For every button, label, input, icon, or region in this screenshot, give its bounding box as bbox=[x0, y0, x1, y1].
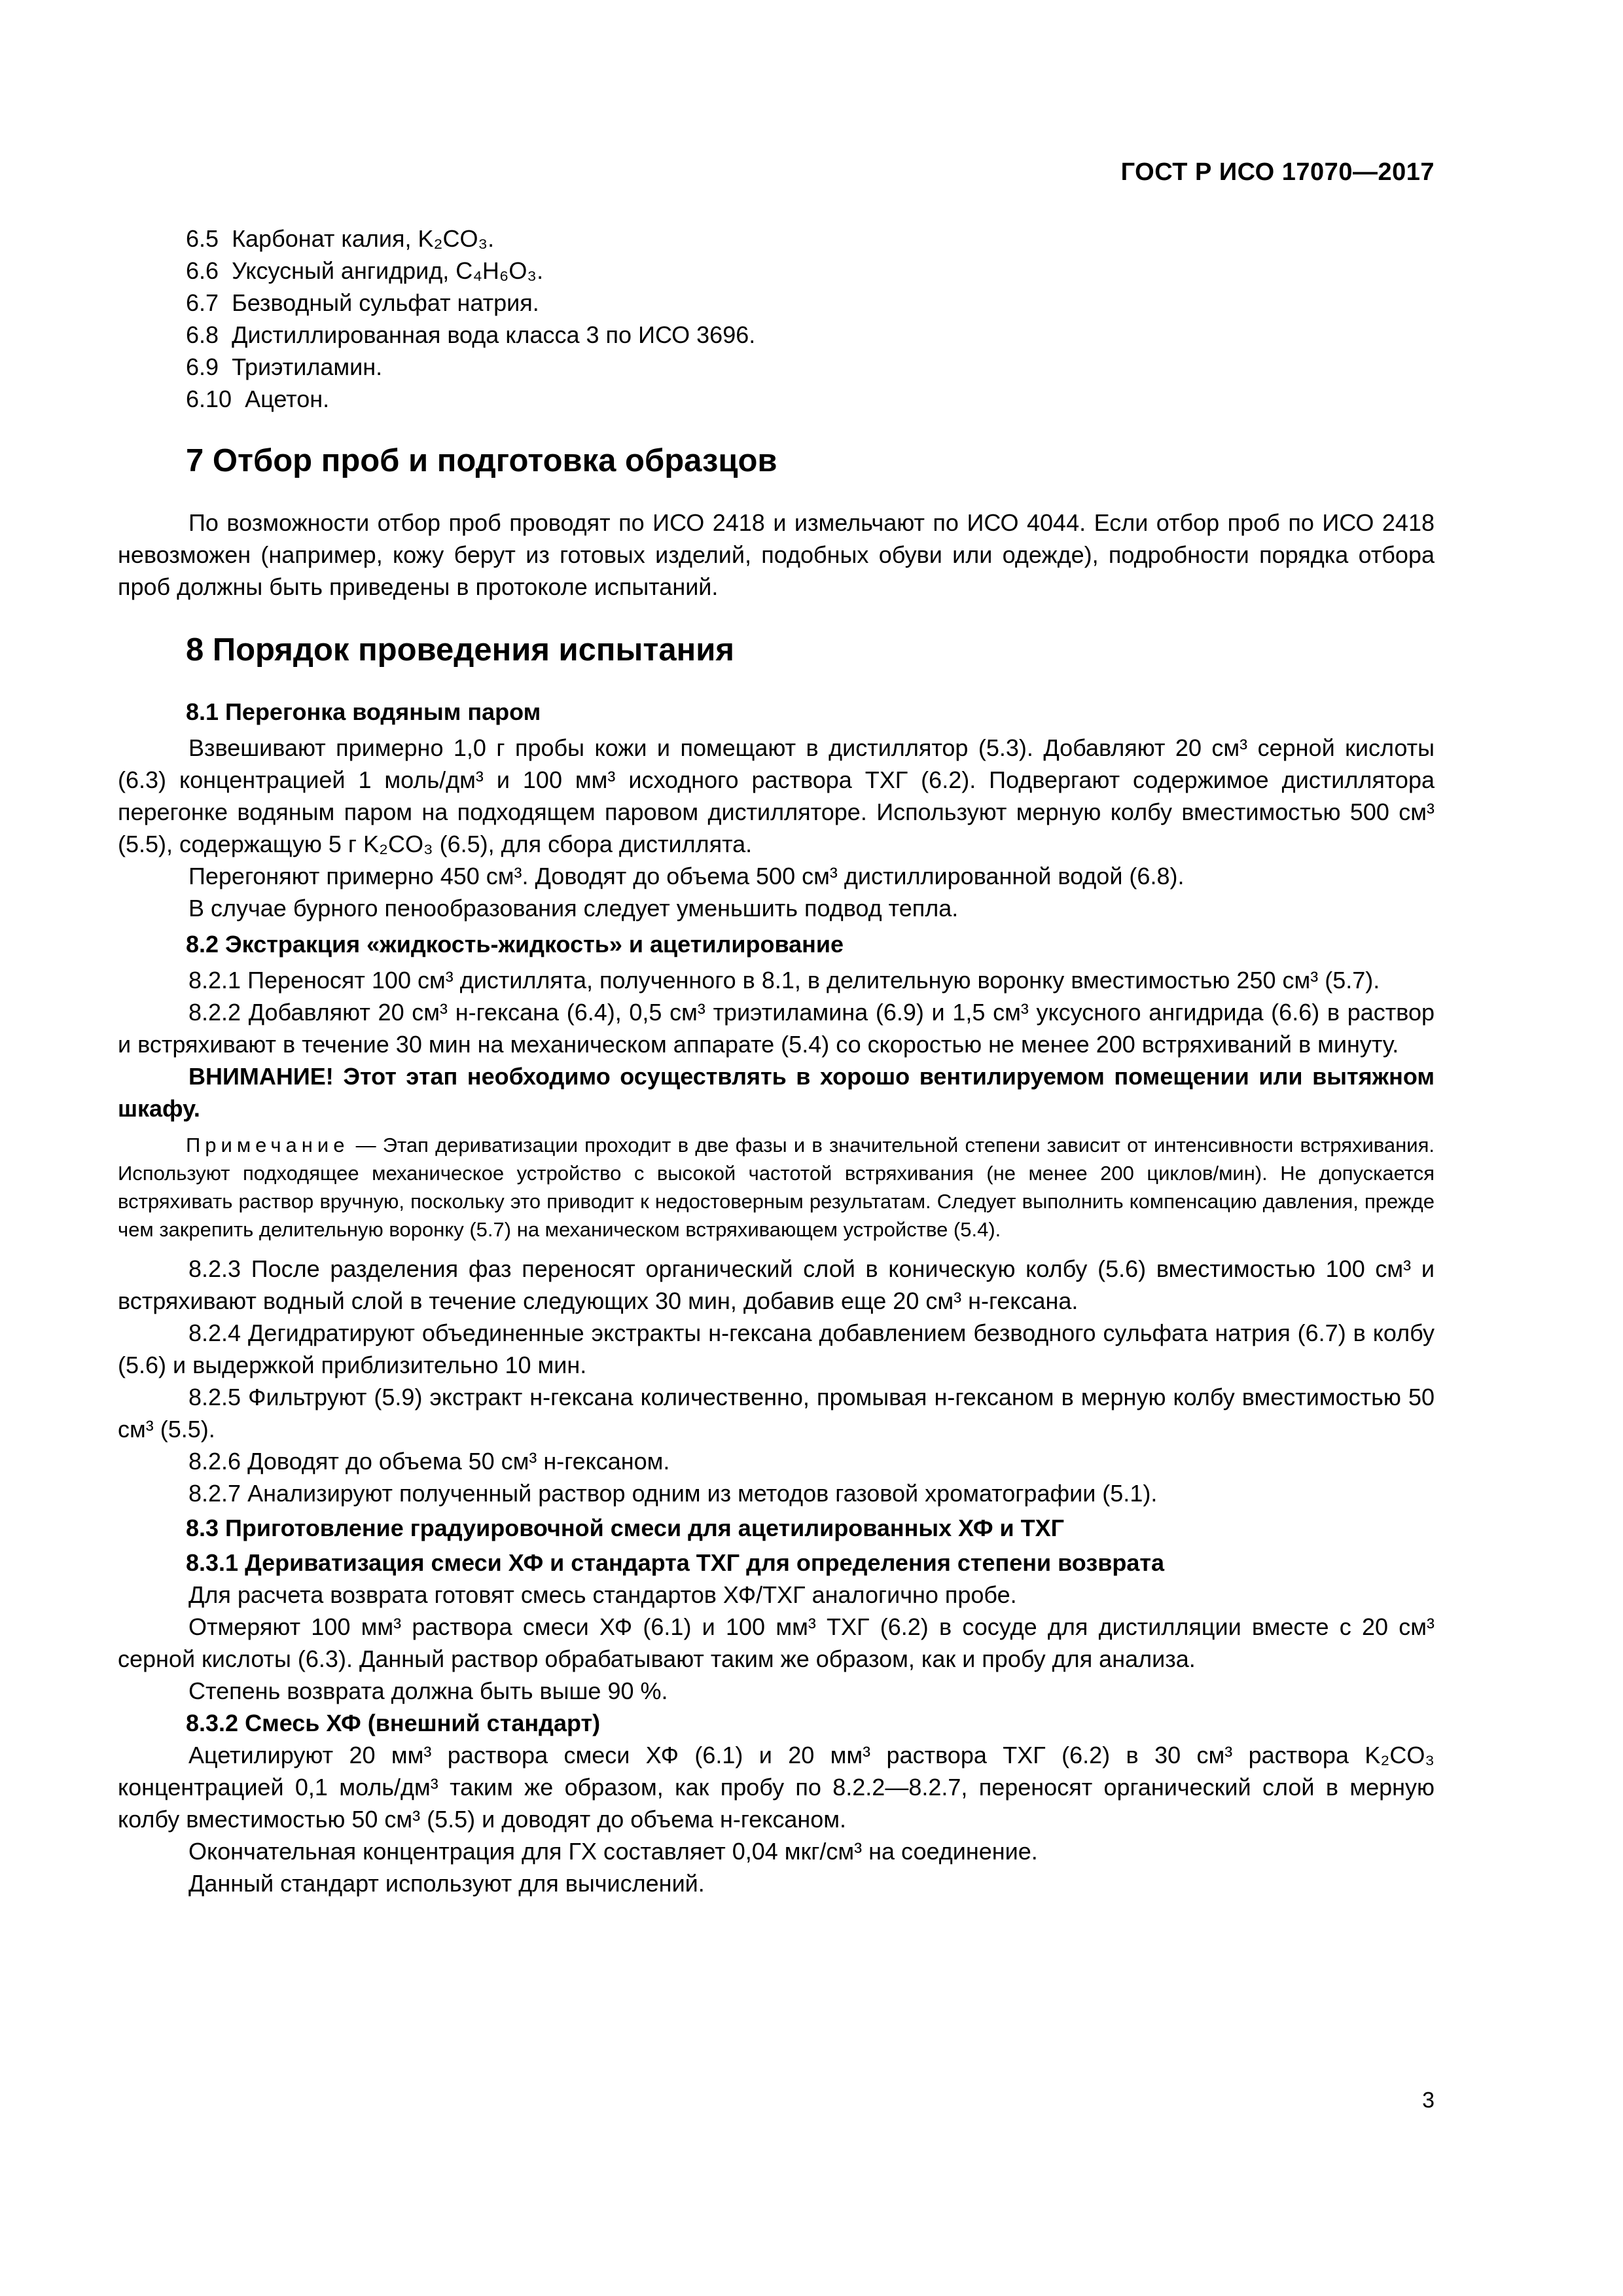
note-text: — Этап дериватизации проходит в две фазы и в значительной степени зависит от интенсивности встряхивания. Используют подходящее механическое устройство с высокой частотой встряхивания (не менее 200 циклов/мин). Не допускается встряхивать раствор вручную, поскольку это приводит к недостоверным результатам. Следует выполнить компенсацию давления, прежде чем закрепить делительную воронку (5.7) на механическом встряхивающем устройстве (5.4). bbox=[118, 1134, 1435, 1241]
reagent-6-9: 6.9 Триэтиламин. bbox=[186, 353, 383, 380]
page-number: 3 bbox=[1422, 2088, 1435, 2113]
clause-8-2-1: 8.2.1 Переносят 100 см³ дистиллята, полученного в 8.1, в делительную воронку вместимостью 250 см³ (5.7). bbox=[188, 967, 1380, 994]
section-8-3-1-paragraph-1: Для расчета возврата готовят смесь стандартов ХФ/ТХГ аналогично пробе. bbox=[188, 1581, 1017, 1608]
section-8-1-paragraph-3: В случае бурного пенообразования следует уменьшить подвод тепла. bbox=[188, 895, 959, 922]
section-8-3-1-title: 8.3.1 Дериватизация смеси ХФ и стандарта ТХГ для определения степени возврата bbox=[186, 1549, 1165, 1576]
reagent-6-7: 6.7 Безводный сульфат натрия. bbox=[186, 289, 539, 316]
section-8-3-2-paragraph-2: Окончательная концентрация для ГХ составляет 0,04 мкг/см³ на соединение. bbox=[188, 1838, 1038, 1865]
clause-8-2-2: 8.2.2 Добавляют 20 см³ н-гексана (6.4), 0,5 см³ триэтиламина (6.9) и 1,5 см³ уксусного ангидрида (6.6) в раствор и встряхивают в течение 30 мин на механическом аппарате (5.4) со скоростью не менее 200 встряхиваний в минуту. bbox=[118, 999, 1435, 1058]
reagent-6-5: 6.5 Карбонат калия, K₂CO₃. bbox=[186, 225, 495, 252]
clause-8-2-4: 8.2.4 Дегидратируют объединенные экстракты н-гексана добавлением безводного сульфата натрия (6.7) в колбу (5.6) и выдержкой приблизительно 10 мин. bbox=[118, 1319, 1435, 1378]
clause-8-2-7: 8.2.7 Анализируют полученный раствор одним из методов газовой хроматографии (5.1). bbox=[188, 1480, 1158, 1507]
section-8-title: 8 Порядок проведения испытания bbox=[186, 632, 734, 668]
section-8-3-2-paragraph-1: Ацетилируют 20 мм³ раствора смеси ХФ (6.1) и 20 мм³ раствора ТХГ (6.2) в 30 см³ раствора K₂CO₃ концентрацией 0,1 моль/дм³ таким же образом, как пробу по 8.2.2—8.2.7, переносят органический слой в мерную колбу вместимостью 50 см³ (5.5) и доводят до объема н-гексаном. bbox=[118, 1742, 1435, 1833]
section-7-title: 7 Отбор проб и подготовка образцов bbox=[186, 443, 777, 478]
section-8-1-title: 8.1 Перегонка водяным паром bbox=[186, 698, 541, 725]
note-block bbox=[118, 1131, 1435, 1244]
section-8-3-title: 8.3 Приготовление градуировочной смеси для ацетилированных ХФ и ТХГ bbox=[186, 1515, 1065, 1541]
clause-8-2-3: 8.2.3 После разделения фаз переносят органический слой в коническую колбу (5.6) вместимостью 100 см³ и встряхивают водный слой в течение следующих 30 мин, добавив еще 20 см³ н-гексана. bbox=[118, 1255, 1435, 1314]
reagent-6-10: 6.10 Ацетон. bbox=[186, 386, 330, 412]
section-7-paragraph: По возможности отбор проб проводят по ИСО 2418 и измельчают по ИСО 4044. Если отбор проб по ИСО 2418 невозможен (например, кожу берут из готовых изделий, подобных обуви или одежде), подробности порядка отбора проб должны быть приведены в протоколе испытаний. bbox=[118, 509, 1435, 600]
page-content bbox=[118, 223, 1435, 1899]
section-8-1-paragraph-2: Перегоняют примерно 450 см³. Доводят до объема 500 см³ дистиллированной водой (6.8). bbox=[188, 863, 1185, 889]
note-label: Примечание bbox=[186, 1134, 349, 1157]
reagent-6-8: 6.8 Дистиллированная вода класса 3 по ИСО 3696. bbox=[186, 321, 756, 348]
section-8-2-title: 8.2 Экстракция «жидкость-жидкость» и ацетилирование bbox=[186, 931, 844, 958]
warning-text: ВНИМАНИЕ! Этот этап необходимо осуществлять в хорошо вентилируемом помещении или вытяжном шкафу. bbox=[118, 1063, 1435, 1122]
clause-8-2-6: 8.2.6 Доводят до объема 50 см³ н-гексаном. bbox=[188, 1448, 670, 1475]
section-8-3-1-paragraph-3: Степень возврата должна быть выше 90 %. bbox=[188, 1677, 668, 1704]
section-8-1-paragraph-1: Взвешивают примерно 1,0 г пробы кожи и помещают в дистиллятор (5.3). Добавляют 20 см³ серной кислоты (6.3) концентрацией 1 моль/дм³ и 100 мм³ исходного раствора ТХГ (6.2). Подвергают содержимое дистиллятора перегонке водяным паром на подходящем паровом дистилляторе. Используют мерную колбу вместимостью 500 см³ (5.5), содержащую 5 г K₂CO₃ (6.5), для сбора дистиллята. bbox=[118, 734, 1435, 857]
reagent-6-6: 6.6 Уксусный ангидрид, C₄H₆O₃. bbox=[186, 257, 544, 284]
section-8-3-2-paragraph-3: Данный стандарт используют для вычислений. bbox=[188, 1870, 705, 1897]
section-8-3-1-paragraph-2: Отмеряют 100 мм³ раствора смеси ХФ (6.1) и 100 мм³ ТХГ (6.2) в сосуде для дистилляции вместе с 20 см³ серной кислоты (6.3). Данный раствор обрабатывают таким же образом, как и пробу для анализа. bbox=[118, 1613, 1435, 1672]
reagent-list bbox=[118, 223, 1435, 415]
clause-8-2-5: 8.2.5 Фильтруют (5.9) экстракт н-гексана количественно, промывая н-гексаном в мерную колбу вместимостью 50 см³ (5.5). bbox=[118, 1384, 1435, 1443]
document-header: ГОСТ Р ИСО 17070—2017 bbox=[1120, 158, 1435, 186]
section-8-3-2-title: 8.3.2 Смесь ХФ (внешний стандарт) bbox=[186, 1710, 601, 1736]
